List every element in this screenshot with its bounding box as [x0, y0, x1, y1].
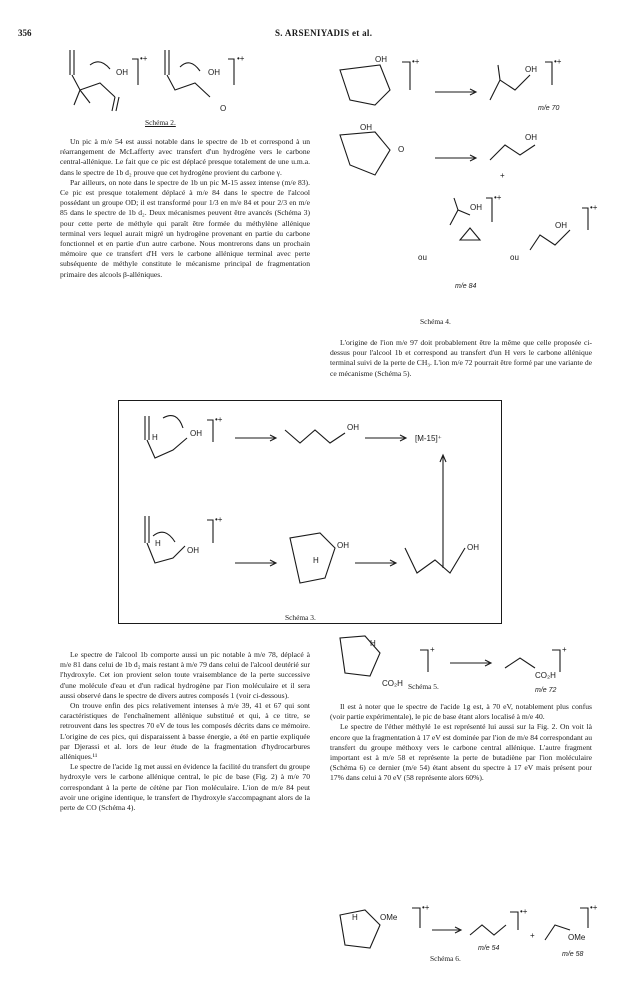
schema5-h: H	[370, 639, 376, 648]
schema5-mz72: m/e 72	[535, 687, 557, 694]
schema6-charge-2: •+	[520, 907, 528, 916]
schema4-structures	[330, 50, 600, 310]
schema3-oh-5: OH	[467, 543, 479, 552]
page-number: 356	[18, 28, 32, 38]
paragraph: Le spectre de l'acide 1g met aussi en évidence la facilité du transfert du groupe hydroxyle vers le carbone allénique central, le pic de base (Fig. 2) à m/e 70 correspondant à la perte de cétène par l'ion moléculaire. L'ion de m/e 84 peut avoir une origine identique, le transfert de l'hydroxyle s'accompagnant alors de la perte de CO (Schéma 4).	[60, 762, 310, 813]
left-bottom-text	[60, 650, 310, 813]
schema3-oh-3: OH	[187, 546, 199, 555]
schema2-oh-left: OH	[116, 68, 128, 77]
schema3-h-1: H	[152, 433, 158, 442]
schema4-charge-6: •+	[590, 203, 598, 212]
paragraph: Un pic à m/e 54 est aussi notable dans le spectre de 1b et correspond à un réarrangement de McLafferty avec transfert d'un hydrogène vers le carbone central-allénique. Le fait que ce pic est déplacé presque totalement de une u.m.a. dans le spectre de 1b d₂ prouve que cet hydrogène provient du carbone γ.	[60, 137, 310, 177]
schema5-plus-1: +	[430, 645, 435, 654]
schema4-caption: Schéma 4.	[420, 317, 451, 326]
schema4-charge-5: •+	[494, 193, 502, 202]
left-top-text	[60, 137, 310, 280]
schema2-charge-right: •+	[237, 54, 245, 63]
schema5-plus-2: +	[562, 645, 567, 654]
schema6-mz58: m/e 58	[562, 951, 584, 958]
paragraph: On trouve enfin des pics relativement intenses à m/e 39, 41 et 67 qui sont caractéristiques de l'enchaînement allénique substitué et qui, à ce titre, se retrouvent dans les spectres 70 eV de tous les composés décrits dans ce mémoire. L'origine de ces pics, qui disparaissent à basse énergie, a été en partie expliquée par Djerassi et al. lors de leur étude de la fragmentation d'hydrocarbures alléniques.¹¹	[60, 701, 310, 762]
paragraph: Par ailleurs, on note dans le spectre de 1b un pic M-15 assez intense (m/e 83). Ce pic est presque totalement déplacé à m/e 84 dans le spectre de l'alcool possédant un groupe OD; il est transformé pour 1/3 en m/e 84 et pour 2/3 en m/e 85 dans le spectre de 1b d₂. Deux mécanismes peuvent être avancés (Schéma 3) pour cette perte de méthyle qui paraît être formée du méthylène allénique terminal vers lequel aurait migré un hydrogène provenant en partie du carbone fonctionnel et en partie d'un autre carbone. Nous montrerons dans un prochain mémoire que ce transfert d'H vers le carbone allénique terminal avec perte subséquente de méthyle constitute le mécanisme principal de fragmentation primaire des alcools β-alléniques.	[60, 177, 310, 279]
right-bottom-text	[330, 702, 592, 784]
schema4-oh-2: OH	[525, 65, 537, 74]
schema3-oh-2: OH	[347, 423, 359, 432]
paragraph: Le spectre de l'alcool 1b comporte aussi un pic notable à m/e 78, déplacé à m/e 81 dans celui de 1b d₂ mais restant à m/e 79 dans celui de l'alcool deutérié sur l'hydroxyle. Cet ion provient selon toute vraisemblance de la perte successive d'une molécule d'eau et d'un radical hydrogène par l'ion moléculaire et il sera aussi observé dans le spectre de divers autres composés 1 (voir ci-dessous).	[60, 650, 310, 700]
schema3-charge-1: •+	[215, 415, 223, 424]
schema2-structures	[60, 45, 260, 120]
right-top-text	[330, 338, 592, 379]
schema4-oh-5: OH	[470, 203, 482, 212]
paragraph: L'origine de l'ion m/e 97 doit probablement être la même que celle proposée ci-dessus pour l'alcool 1b et correspond au transfert d'un H vers le carbone allénique terminal suivi de la perte de CH₃. L'ion m/e 72 pourrait être formé par une variante de ce mécanisme (Schéma 5).	[330, 338, 592, 378]
schema6-mz54: m/e 54	[478, 945, 500, 952]
schema3-m15: [M-15]⁺	[415, 434, 442, 443]
schema4-ou-1: ou	[418, 253, 427, 262]
schema5-caption: Schéma 5.	[408, 682, 439, 691]
schema6-charge-1: •+	[422, 903, 430, 912]
schema3-h-3: H	[313, 556, 319, 565]
schema4-oh-6: OH	[555, 221, 567, 230]
schema3-oh-4: OH	[337, 541, 349, 550]
schema3-charge-3: •+	[215, 515, 223, 524]
schema4-plus-4: +	[500, 171, 505, 180]
schema4-oh-4: OH	[525, 133, 537, 142]
schema6-ome: OMe	[380, 913, 398, 922]
schema4-oh-1: OH	[375, 55, 387, 64]
schema3-caption: Schéma 3.	[285, 613, 316, 622]
schema4-ou-2: ou	[510, 253, 519, 262]
schema6-h: H	[352, 913, 358, 922]
schema4-mz84: m/e 84	[455, 283, 477, 290]
schema2-charge-left: •+	[140, 54, 148, 63]
schema2-oh-right: OH	[208, 68, 220, 77]
schema6-structures	[330, 900, 600, 960]
schema3-oh-1: OH	[190, 429, 202, 438]
paragraph: Le spectre de l'éther méthylé 1e est représenté lui aussi sur la Fig. 2. On voit là encore que la fragmentation à 17 eV est dominée par l'ion de m/e 84 correspondant au transfert du groupe méthoxy vers le carbone central allénique. L'autre fragment important est à m/e 58 et représente la perte de butadiène par l'ion moléculaire (Schéma 6) ce dernier (m/e 54) étant absent du spectre à 17 eV mais présent pour 17% dans celui à 70 eV (58 représente alors 60%).	[330, 722, 592, 783]
schema4-mz70: m/e 70	[538, 105, 560, 112]
paragraph: Il est à noter que le spectre de l'acide 1g est, à 70 eV, notablement plus confus (voir partie expérimentale), le pic de base étant alors localisé à m/e 40.	[330, 702, 592, 722]
running-title: S. ARSENIYADIS et al.	[275, 28, 373, 38]
schema5-structures	[330, 628, 600, 698]
schema4-charge-2: •+	[554, 57, 562, 66]
schema5-co2h-2: CO₂H	[535, 671, 556, 680]
schema2-caption: Schéma 2.	[145, 118, 176, 127]
schema4-oh-3: OH	[360, 123, 372, 132]
schema3-h-2: H	[155, 539, 161, 548]
schema3-structures	[125, 408, 495, 613]
schema4-o-3: O	[398, 145, 405, 154]
schema6-charge-3: •+	[590, 903, 598, 912]
schema5-co2h-1: CO₂H	[382, 679, 403, 688]
schema6-plus: +	[530, 931, 535, 940]
schema4-charge-1: •+	[412, 57, 420, 66]
schema2-o-right: O	[220, 104, 227, 113]
schema6-caption: Schéma 6.	[430, 954, 461, 963]
schema6-ome-2: OMe	[568, 933, 586, 942]
